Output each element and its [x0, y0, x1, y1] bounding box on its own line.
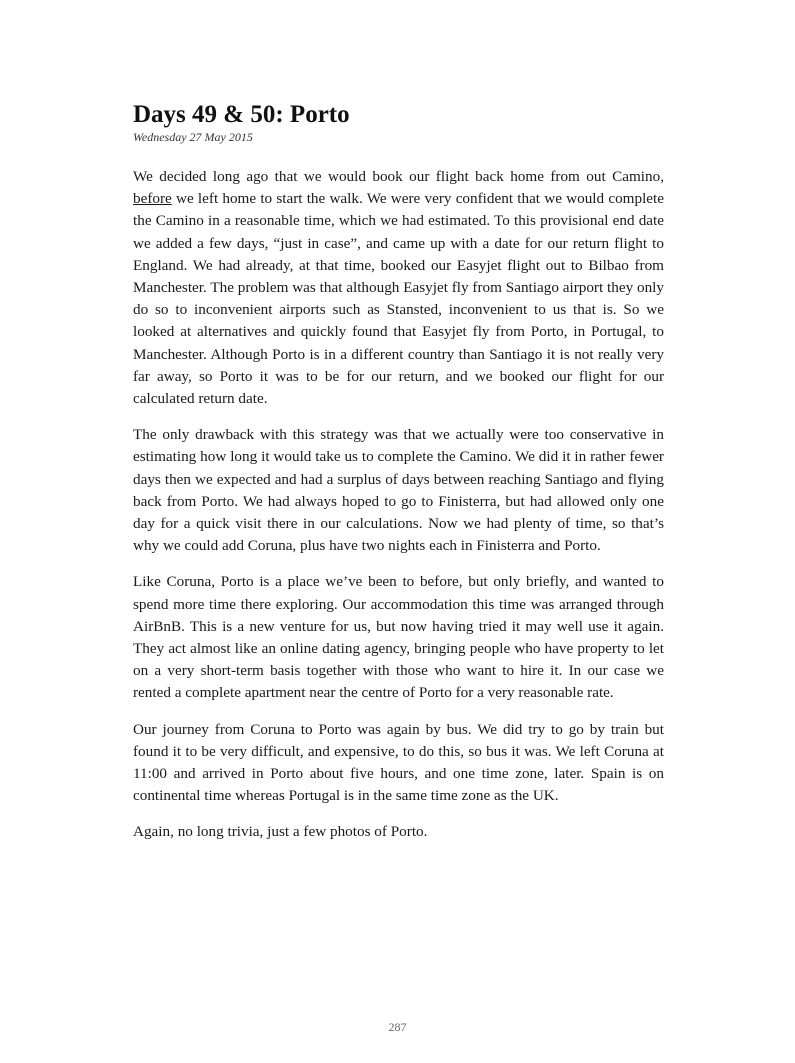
- post-title: Days 49 & 50: Porto: [133, 101, 350, 128]
- paragraph-1: [133, 166, 664, 410]
- document-page: [133, 100, 664, 858]
- paragraph-4: Our journey from Coruna to Porto was again by bus. We did try to go by train but found it to be very difficult, and expensive, to do this, so bus it was. We left Coruna at 11:00 and arrived in Porto about five hours, and one time zone, later. Spain is on continental time whereas Portugal is in the same time zone as the UK.: [133, 720, 664, 805]
- paragraph-1-start: We decided long ago that we would book our flight back home from out Camino,: [133, 168, 664, 185]
- paragraph-1-rest: we left home to start the walk. We were very confident that we would complete the Camino in a reasonable time, which we had estimated. To this provisional end date we added a few days, “just in case”, and came up with a date for our return flight to England. We had already, at that time, booked our Easyjet flight out to Bilbao from Manchester. The problem was that although Easyjet fly from Santiago airport they only do so to inconvenient airports such as Stansted, inconvenient to us that is. So we looked at alternatives and quickly found that Easyjet fly from Porto, in Portugal, to Manchester. Although Porto is in a different country than Santiago it is not really very far away, so Porto it was to be for our return, and we booked our flight for our calculated return date.: [133, 190, 664, 408]
- post-date: Wednesday 27 May 2015: [133, 130, 253, 144]
- paragraph-2: The only drawback with this strategy was that we actually were too conservative in estimating how long it would take us to complete the Camino. We did it in rather fewer days then we expected and had a surplus of days between reaching Santiago and flying back from Porto. We had always hoped to go to Finisterra, but had allowed only one day for a quick visit there in our calculations. Now we had plenty of time, so that’s why we could add Coruna, plus have two nights each in Finisterra and Porto.: [133, 426, 664, 555]
- paragraph-3: Like Coruna, Porto is a place we’ve been to before, but only briefly, and wanted to spend more time there exploring. Our accommodation this time was arranged through AirBnB. This is a new venture for us, but now having tried it may well use it again. They act almost like an online dating agency, bringing people who have property to let on a very short-term basis together with those who want to hire it. In our case we rented a complete apartment near the centre of Porto for a very reasonable rate.: [133, 573, 664, 702]
- underlined-word: before: [133, 190, 172, 208]
- page-number: 287: [388, 1020, 407, 1034]
- paragraph-5: Again, no long trivia, just a few photos of Porto.: [133, 823, 428, 841]
